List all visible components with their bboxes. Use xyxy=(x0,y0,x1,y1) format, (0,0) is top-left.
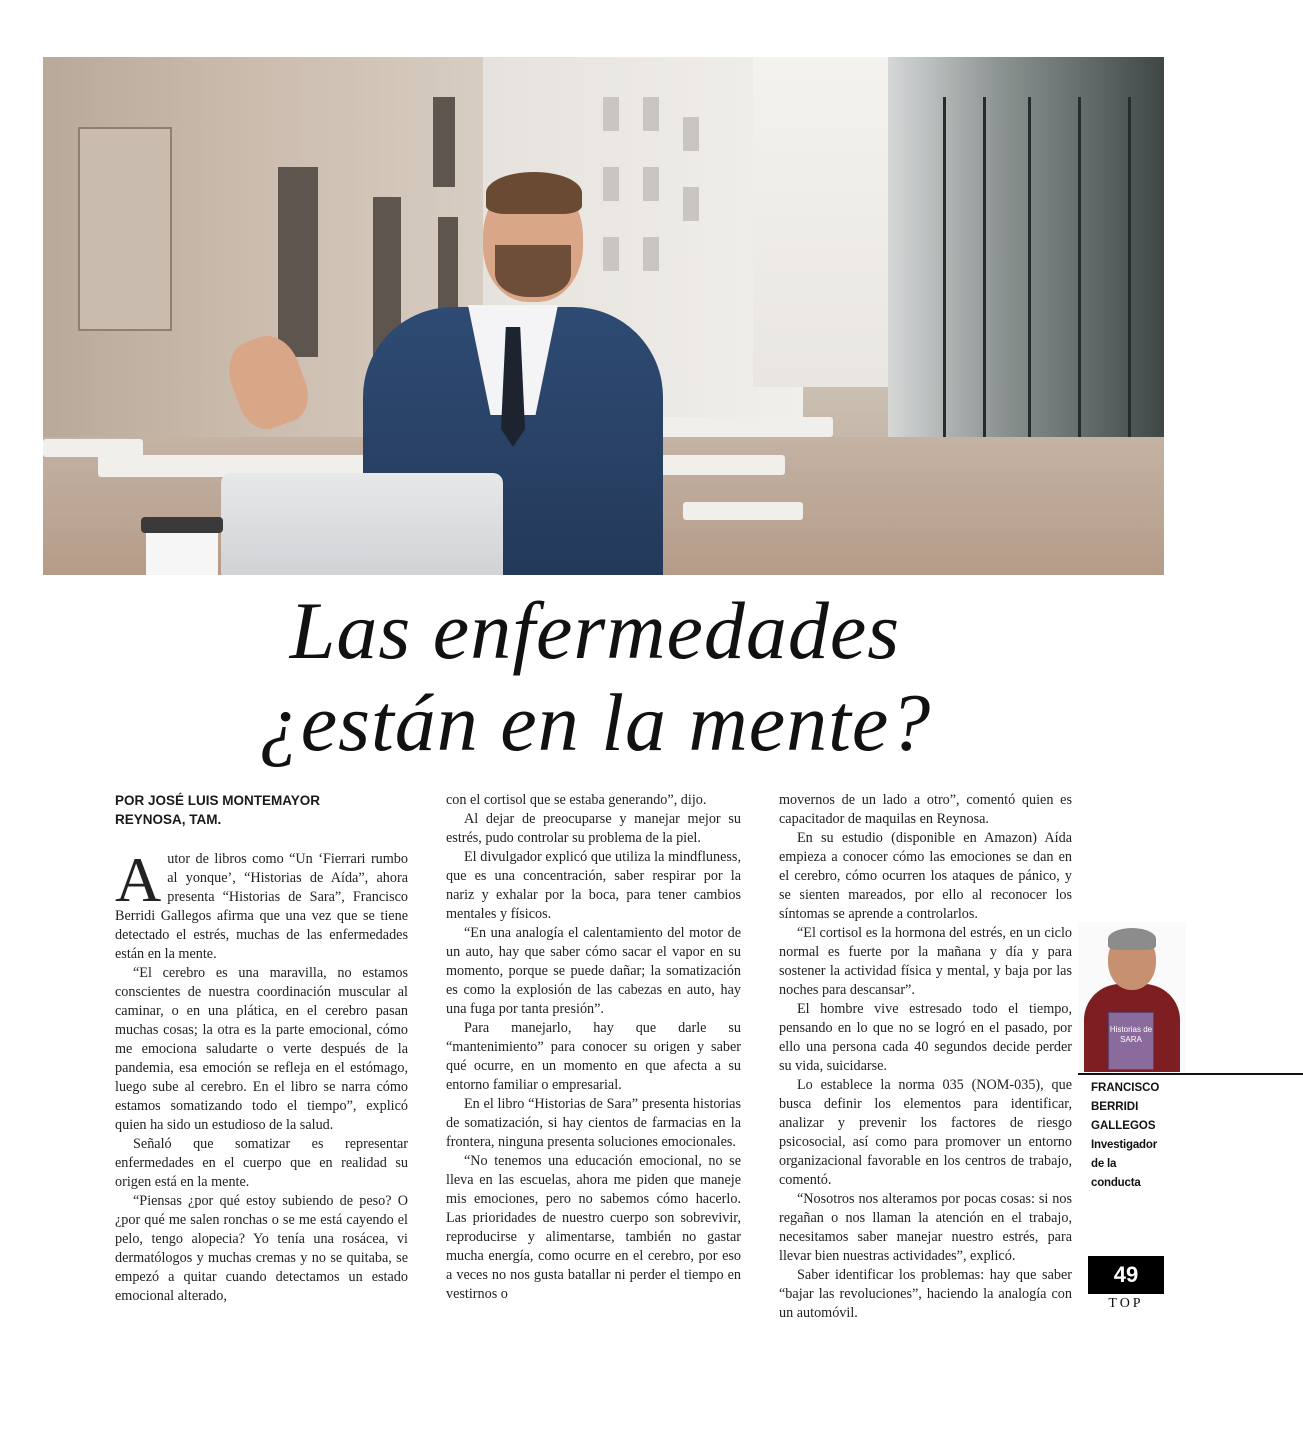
caption-name: BERRIDI xyxy=(1091,1101,1139,1113)
article-paragraph: En su estudio (disponible en Amazon) Aída empieza a conocer cómo las emociones se dan en el cerebro, cómo ocurren los ataques de pánico, y se sienten mareados, por ello al reconocer los síntomas se aprende a controlarlos. xyxy=(779,830,1072,922)
article-paragraph: “El cortisol es la hormona del estrés, en un ciclo normal es fuerte por la mañana y día y para sostener la actividad física y mental, y baja por las noches para descansar”. xyxy=(779,925,1072,998)
article-paragraph: “No tenemos una educación emocional, no se lleva en las escuelas, ahora me piden que maneje mis emociones, pero no sabemos cómo hacerlo. Las prioridades de nuestro cuerpo son sobrevivir, reproducirse y alimentarse, también no gastar mucha energía, como ocurre en el cerebro, por eso a veces no nos gusta batallar ni perder el tiempo en vestirnos o xyxy=(446,1153,741,1302)
portrait-caption xyxy=(1091,1079,1201,1193)
portrait-book: Historias de SARA xyxy=(1108,1012,1154,1070)
caption-name: FRANCISCO xyxy=(1091,1082,1160,1094)
portrait-hair xyxy=(1108,928,1156,950)
article-paragraph: Al dejar de preocuparse y manejar mejor su estrés, pudo controlar su problema de la piel. xyxy=(446,811,741,846)
article-paragraph: movernos de un lado a otro”, comentó quien es capacitador de maquilas en Reynosa. xyxy=(779,792,1072,827)
coffee-cup-lid xyxy=(141,517,223,533)
caption-role: de la xyxy=(1091,1158,1117,1170)
byline-location: REYNOSA, TAM. xyxy=(115,812,222,827)
caption-role: conducta xyxy=(1091,1177,1141,1189)
article-paragraph: Señaló que somatizar es representar enfermedades en el cuerpo que en realidad su origen está en la mente. xyxy=(115,1136,408,1190)
article-paragraph: Lo establece la norma 035 (NOM-035), que busca definir los elementos para identificar, analizar y prevenir los factores de riesgo psicosocial, así como para promover un entorno organizacional favorable en los centros de trabajo, comentó. xyxy=(779,1077,1072,1188)
article-paragraph: “El cerebro es una maravilla, no estamos conscientes de nuestra coordinación muscular al caminar, o en una plática, en el cerebro pasan muchas cosas; la otra es la parte emocional, cómo me emociona saludarte o verte después de la pandemia, esa emoción se refleja en el estómago, luego sube al cerebro. En el libro se narra cómo estamos somatizando todo el tiempo”, explicó quien ha sido un estudioso de la salud. xyxy=(115,965,408,1133)
laptop xyxy=(221,473,503,575)
article-paragraph: El divulgador explicó que utiliza la mindfluness, que es una concentración, saber respirar por la nariz y exhalar por la boca, para tener cambios mentales y físicos. xyxy=(446,849,741,922)
byline-author: POR JOSÉ LUIS MONTEMAYOR xyxy=(115,793,321,808)
building-right-glass xyxy=(888,57,1164,477)
drop-cap: A xyxy=(115,844,162,915)
headline-line-2: ¿están en la mente? xyxy=(258,677,932,768)
article-column-1 xyxy=(115,844,408,1306)
author-portrait xyxy=(1078,922,1186,1072)
page-number: 49 xyxy=(1088,1256,1164,1294)
article-paragraph: En el libro “Historias de Sara” presenta historias de somatización, si hay cientos de farmacias en la frontera, ninguna presenta soluciones emocionales. xyxy=(446,1096,741,1150)
article-paragraph: “Piensas ¿por qué estoy subiendo de peso? O ¿por qué me salen ronchas o se me está cayendo el pelo, tengo alopecia? Yo tenía una rosácea, vi dermatólogos y muchas cremas y no se quitaba, se empezó a quitar cuando detectamos un estado emocional alterado, xyxy=(115,1193,408,1304)
article-column-2 xyxy=(446,791,741,1304)
article-paragraph: Autor de libros como “Un ‘Fierrari rumbo al yonque’, “Historias de Aída”, ahora presenta “Historias de Sara”, Francisco Berridi Gallegos afirma que una vez que se tiene detectado el estrés, muchas de las enfermedades están en la mente. xyxy=(115,844,408,962)
headline-line-1: Las enfermedades xyxy=(289,585,901,676)
article-paragraph: con el cortisol que se estaba generando”, dijo. xyxy=(446,792,707,808)
article-paragraph: Para manejarlo, hay que darle su “mantenimiento” para conocer su origen y saber qué ocurre, en un momento en que afecta a su entorno familiar o empresarial. xyxy=(446,1020,741,1093)
magazine-brand: TOP xyxy=(1108,1296,1144,1311)
man-hair xyxy=(486,172,582,214)
man-beard xyxy=(495,245,571,297)
article-paragraph: “Nosotros nos alteramos por pocas cosas: si nos regañan o nos llaman la atención en el trabajo, necesitamos saber manejar nuestro estrés, para llevar bien nuestras actividades”, explicó. xyxy=(779,1191,1072,1264)
article-column-3 xyxy=(779,791,1072,1323)
article-paragraph: “En una analogía el calentamiento del motor de un auto, hay que saber cómo sacar el vapor en su momento, porque se puede dañar; la somatización es como la explosión de las cabezas en auto, hay una fuga por tanta presión”. xyxy=(446,925,741,1017)
caption-rule xyxy=(1078,1073,1303,1075)
article-paragraph: El hombre vive estresado todo el tiempo, pensando en lo que no se logró en el pasado, por ello una persona cada 40 segundos decide perder su vida, suicidarse. xyxy=(779,1001,1072,1074)
headline xyxy=(0,585,1190,769)
hero-photo xyxy=(43,57,1164,575)
caption-role: Investigador xyxy=(1091,1139,1157,1151)
article-paragraph: Saber identificar los problemas: hay que saber “bajar las revoluciones”, haciendo la analogía con un automóvil. xyxy=(779,1267,1072,1321)
caption-name: GALLEGOS xyxy=(1091,1120,1156,1132)
byline xyxy=(115,791,415,829)
